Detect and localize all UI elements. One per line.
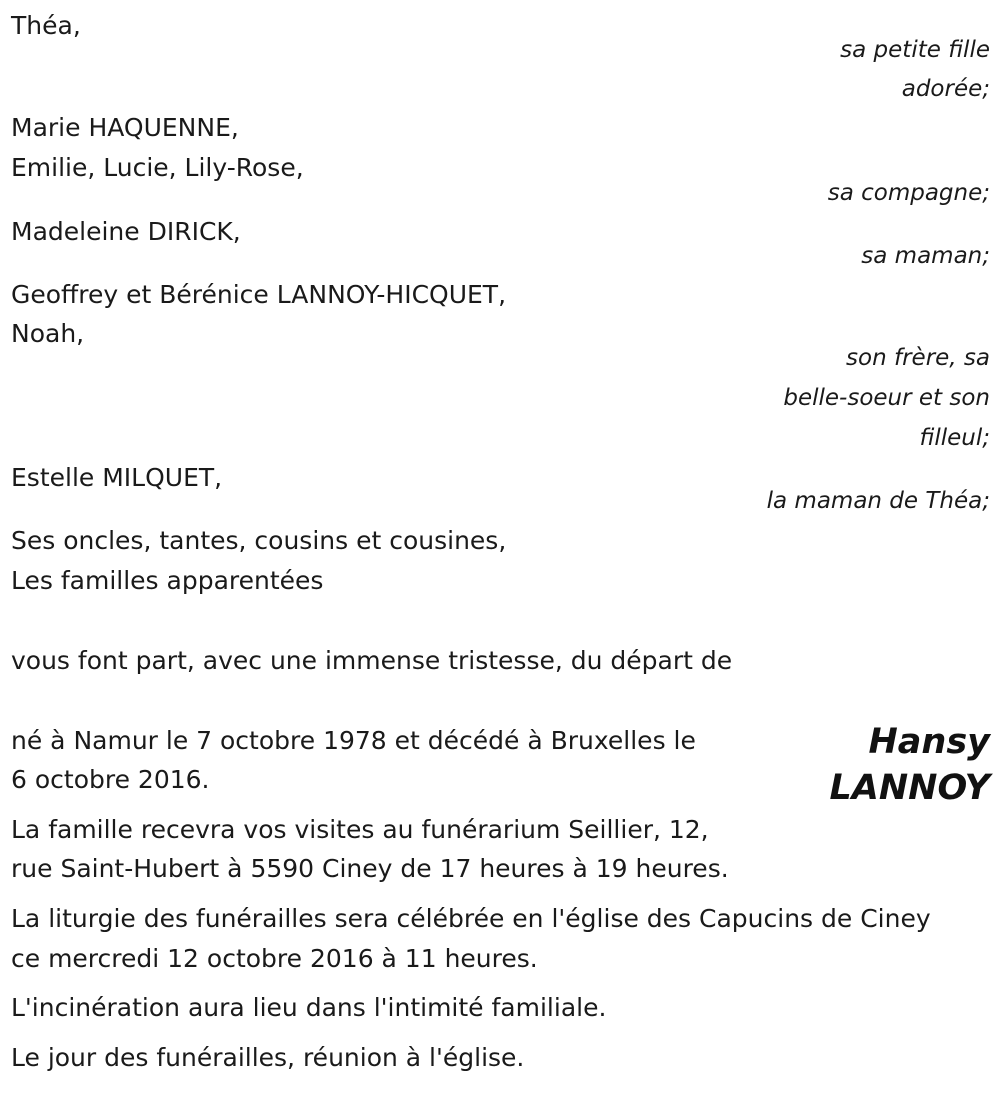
deceased-last-name: LANNOY: [829, 768, 990, 808]
role-marie: sa compagne;: [827, 180, 990, 206]
role-estelle: la maman de Théa;: [766, 488, 990, 514]
liturgy-line-2: ce mercredi 12 octobre 2016 à 11 heures.: [11, 944, 538, 973]
birth-death-line-2: 6 octobre 2016.: [11, 765, 210, 794]
family-estelle: Estelle MILQUET,: [11, 463, 223, 492]
role-geoffrey-line-3: filleul;: [919, 425, 990, 451]
family-thea: Théa,: [11, 11, 81, 40]
role-madeleine: sa maman;: [861, 243, 990, 269]
family-madeleine: Madeleine DIRICK,: [11, 217, 241, 246]
role-thea-line-1: sa petite fille: [840, 37, 990, 63]
family-marie: Marie HAQUENNE,: [11, 113, 239, 142]
family-geoffrey: Geoffrey et Bérénice LANNOY-HICQUET,: [11, 280, 507, 309]
gathering-text: Le jour des funérailles, réunion à l'église.: [11, 1043, 525, 1072]
announcement-text: vous font part, avec une immense tristesse, du départ de: [11, 646, 733, 675]
birth-death-line-1: né à Namur le 7 octobre 1978 et décédé à Bruxelles le: [11, 726, 696, 755]
visits-line-1: La famille recevra vos visites au funérarium Seillier, 12,: [11, 815, 709, 844]
role-thea-line-2: adorée;: [901, 76, 990, 102]
deceased-first-name: Hansy: [868, 722, 990, 762]
family-relatives: Les familles apparentées: [11, 566, 324, 595]
role-geoffrey-line-2: belle-soeur et son: [783, 385, 990, 411]
role-geoffrey-line-1: son frère, sa: [846, 345, 990, 371]
family-marie-children: Emilie, Lucie, Lily-Rose,: [11, 153, 304, 182]
liturgy-line-1: La liturgie des funérailles sera célébrée en l'église des Capucins de Ciney: [11, 904, 931, 933]
family-noah: Noah,: [11, 319, 85, 348]
visits-line-2: rue Saint-Hubert à 5590 Ciney de 17 heures à 19 heures.: [11, 854, 729, 883]
cremation-text: L'incinération aura lieu dans l'intimité familiale.: [11, 993, 607, 1022]
family-uncles: Ses oncles, tantes, cousins et cousines,: [11, 526, 507, 555]
